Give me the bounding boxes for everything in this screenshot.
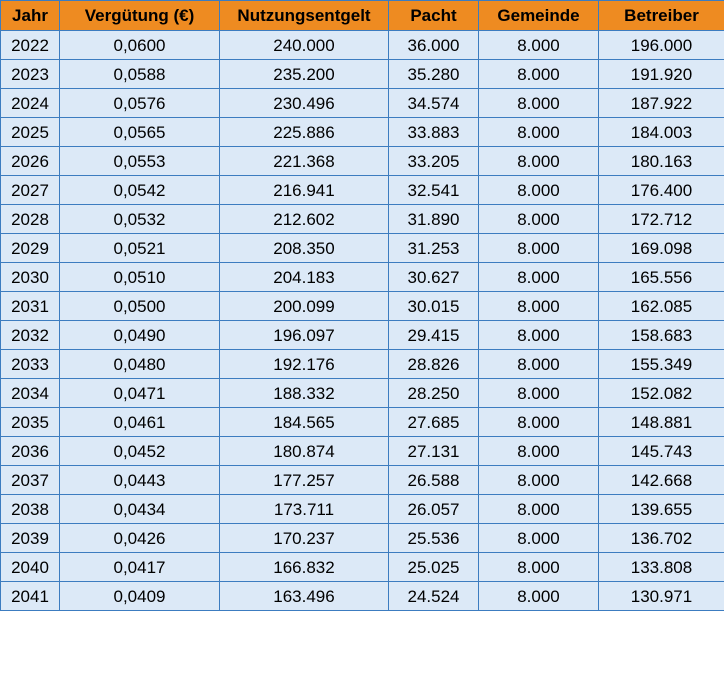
cell-gemeinde: 8.000 bbox=[479, 176, 599, 205]
column-header-nutzungsentgelt: Nutzungsentgelt bbox=[220, 1, 389, 31]
table-row bbox=[1, 147, 724, 176]
cell-gemeinde: 8.000 bbox=[479, 292, 599, 321]
cell-verguetung: 0,0471 bbox=[60, 379, 220, 408]
cell-pacht: 26.588 bbox=[389, 466, 479, 495]
cell-verguetung: 0,0434 bbox=[60, 495, 220, 524]
cell-verguetung: 0,0490 bbox=[60, 321, 220, 350]
table-row bbox=[1, 495, 724, 524]
cell-gemeinde: 8.000 bbox=[479, 321, 599, 350]
cell-pacht: 28.250 bbox=[389, 379, 479, 408]
cell-verguetung: 0,0565 bbox=[60, 118, 220, 147]
cell-pacht: 30.015 bbox=[389, 292, 479, 321]
table-header-row bbox=[1, 1, 724, 31]
cell-betreiber: 196.000 bbox=[599, 31, 724, 60]
cell-gemeinde: 8.000 bbox=[479, 89, 599, 118]
cell-jahr: 2027 bbox=[1, 176, 60, 205]
cell-nutzungsentgelt: 221.368 bbox=[220, 147, 389, 176]
cell-jahr: 2039 bbox=[1, 524, 60, 553]
column-header-verguetung: Vergütung (€) bbox=[60, 1, 220, 31]
cell-verguetung: 0,0417 bbox=[60, 553, 220, 582]
cell-pacht: 33.205 bbox=[389, 147, 479, 176]
table-row bbox=[1, 89, 724, 118]
cell-verguetung: 0,0510 bbox=[60, 263, 220, 292]
cell-nutzungsentgelt: 208.350 bbox=[220, 234, 389, 263]
cell-betreiber: 145.743 bbox=[599, 437, 724, 466]
cell-betreiber: 139.655 bbox=[599, 495, 724, 524]
cell-jahr: 2034 bbox=[1, 379, 60, 408]
cell-betreiber: 187.922 bbox=[599, 89, 724, 118]
table-row bbox=[1, 176, 724, 205]
cell-verguetung: 0,0600 bbox=[60, 31, 220, 60]
table-row bbox=[1, 118, 724, 147]
cell-verguetung: 0,0452 bbox=[60, 437, 220, 466]
cell-nutzungsentgelt: 163.496 bbox=[220, 582, 389, 611]
cell-nutzungsentgelt: 230.496 bbox=[220, 89, 389, 118]
cell-pacht: 31.890 bbox=[389, 205, 479, 234]
cell-pacht: 34.574 bbox=[389, 89, 479, 118]
cell-gemeinde: 8.000 bbox=[479, 466, 599, 495]
table-row bbox=[1, 350, 724, 379]
cell-jahr: 2023 bbox=[1, 60, 60, 89]
cell-gemeinde: 8.000 bbox=[479, 524, 599, 553]
cell-gemeinde: 8.000 bbox=[479, 60, 599, 89]
cell-pacht: 35.280 bbox=[389, 60, 479, 89]
table-body bbox=[1, 31, 724, 611]
table-row bbox=[1, 408, 724, 437]
cell-jahr: 2038 bbox=[1, 495, 60, 524]
table-row bbox=[1, 553, 724, 582]
cell-pacht: 36.000 bbox=[389, 31, 479, 60]
cell-gemeinde: 8.000 bbox=[479, 408, 599, 437]
cell-nutzungsentgelt: 192.176 bbox=[220, 350, 389, 379]
cell-jahr: 2029 bbox=[1, 234, 60, 263]
cell-gemeinde: 8.000 bbox=[479, 147, 599, 176]
cell-nutzungsentgelt: 235.200 bbox=[220, 60, 389, 89]
cell-verguetung: 0,0500 bbox=[60, 292, 220, 321]
cell-jahr: 2036 bbox=[1, 437, 60, 466]
cell-verguetung: 0,0426 bbox=[60, 524, 220, 553]
cell-jahr: 2031 bbox=[1, 292, 60, 321]
cell-nutzungsentgelt: 212.602 bbox=[220, 205, 389, 234]
cell-pacht: 24.524 bbox=[389, 582, 479, 611]
cell-jahr: 2022 bbox=[1, 31, 60, 60]
cell-verguetung: 0,0532 bbox=[60, 205, 220, 234]
cell-jahr: 2041 bbox=[1, 582, 60, 611]
table-row bbox=[1, 321, 724, 350]
column-header-pacht: Pacht bbox=[389, 1, 479, 31]
table-row bbox=[1, 60, 724, 89]
table-row bbox=[1, 292, 724, 321]
cell-verguetung: 0,0576 bbox=[60, 89, 220, 118]
cell-betreiber: 191.920 bbox=[599, 60, 724, 89]
cell-betreiber: 180.163 bbox=[599, 147, 724, 176]
cell-gemeinde: 8.000 bbox=[479, 495, 599, 524]
cell-verguetung: 0,0542 bbox=[60, 176, 220, 205]
cell-nutzungsentgelt: 173.711 bbox=[220, 495, 389, 524]
cell-jahr: 2025 bbox=[1, 118, 60, 147]
cell-verguetung: 0,0480 bbox=[60, 350, 220, 379]
cell-jahr: 2030 bbox=[1, 263, 60, 292]
cell-pacht: 31.253 bbox=[389, 234, 479, 263]
table-row bbox=[1, 205, 724, 234]
cell-gemeinde: 8.000 bbox=[479, 118, 599, 147]
cell-pacht: 26.057 bbox=[389, 495, 479, 524]
table-row bbox=[1, 379, 724, 408]
cell-betreiber: 152.082 bbox=[599, 379, 724, 408]
table-row bbox=[1, 234, 724, 263]
cell-gemeinde: 8.000 bbox=[479, 379, 599, 408]
cell-pacht: 33.883 bbox=[389, 118, 479, 147]
cell-betreiber: 162.085 bbox=[599, 292, 724, 321]
table-row bbox=[1, 466, 724, 495]
column-header-gemeinde: Gemeinde bbox=[479, 1, 599, 31]
cell-betreiber: 142.668 bbox=[599, 466, 724, 495]
column-header-betreiber: Betreiber bbox=[599, 1, 724, 31]
cell-betreiber: 155.349 bbox=[599, 350, 724, 379]
cell-nutzungsentgelt: 188.332 bbox=[220, 379, 389, 408]
cell-jahr: 2024 bbox=[1, 89, 60, 118]
cell-pacht: 27.685 bbox=[389, 408, 479, 437]
cell-betreiber: 136.702 bbox=[599, 524, 724, 553]
cell-pacht: 29.415 bbox=[389, 321, 479, 350]
cell-verguetung: 0,0443 bbox=[60, 466, 220, 495]
cell-betreiber: 133.808 bbox=[599, 553, 724, 582]
cell-betreiber: 165.556 bbox=[599, 263, 724, 292]
cell-verguetung: 0,0588 bbox=[60, 60, 220, 89]
cell-pacht: 28.826 bbox=[389, 350, 479, 379]
cell-gemeinde: 8.000 bbox=[479, 234, 599, 263]
cell-pacht: 32.541 bbox=[389, 176, 479, 205]
cell-pacht: 25.025 bbox=[389, 553, 479, 582]
cell-betreiber: 158.683 bbox=[599, 321, 724, 350]
cell-jahr: 2040 bbox=[1, 553, 60, 582]
cell-gemeinde: 8.000 bbox=[479, 582, 599, 611]
table-header bbox=[1, 1, 724, 31]
cell-gemeinde: 8.000 bbox=[479, 205, 599, 234]
cell-nutzungsentgelt: 177.257 bbox=[220, 466, 389, 495]
cell-gemeinde: 8.000 bbox=[479, 31, 599, 60]
cell-betreiber: 148.881 bbox=[599, 408, 724, 437]
cell-pacht: 25.536 bbox=[389, 524, 479, 553]
cell-jahr: 2026 bbox=[1, 147, 60, 176]
cell-nutzungsentgelt: 166.832 bbox=[220, 553, 389, 582]
table-row bbox=[1, 31, 724, 60]
cell-betreiber: 130.971 bbox=[599, 582, 724, 611]
cell-nutzungsentgelt: 204.183 bbox=[220, 263, 389, 292]
cell-pacht: 27.131 bbox=[389, 437, 479, 466]
cell-nutzungsentgelt: 240.000 bbox=[220, 31, 389, 60]
cell-verguetung: 0,0409 bbox=[60, 582, 220, 611]
table-row bbox=[1, 263, 724, 292]
cell-verguetung: 0,0553 bbox=[60, 147, 220, 176]
cell-betreiber: 184.003 bbox=[599, 118, 724, 147]
cell-betreiber: 169.098 bbox=[599, 234, 724, 263]
cell-verguetung: 0,0461 bbox=[60, 408, 220, 437]
cell-nutzungsentgelt: 170.237 bbox=[220, 524, 389, 553]
cell-nutzungsentgelt: 196.097 bbox=[220, 321, 389, 350]
cell-nutzungsentgelt: 180.874 bbox=[220, 437, 389, 466]
cell-jahr: 2032 bbox=[1, 321, 60, 350]
cell-nutzungsentgelt: 216.941 bbox=[220, 176, 389, 205]
cell-jahr: 2028 bbox=[1, 205, 60, 234]
cell-betreiber: 176.400 bbox=[599, 176, 724, 205]
cell-nutzungsentgelt: 184.565 bbox=[220, 408, 389, 437]
cell-gemeinde: 8.000 bbox=[479, 553, 599, 582]
table-row bbox=[1, 437, 724, 466]
table-row bbox=[1, 524, 724, 553]
cell-betreiber: 172.712 bbox=[599, 205, 724, 234]
cell-nutzungsentgelt: 200.099 bbox=[220, 292, 389, 321]
cell-gemeinde: 8.000 bbox=[479, 350, 599, 379]
cell-jahr: 2035 bbox=[1, 408, 60, 437]
table-row bbox=[1, 582, 724, 611]
cell-pacht: 30.627 bbox=[389, 263, 479, 292]
cell-verguetung: 0,0521 bbox=[60, 234, 220, 263]
cell-gemeinde: 8.000 bbox=[479, 437, 599, 466]
cell-jahr: 2037 bbox=[1, 466, 60, 495]
cell-gemeinde: 8.000 bbox=[479, 263, 599, 292]
cell-jahr: 2033 bbox=[1, 350, 60, 379]
column-header-jahr: Jahr bbox=[1, 1, 60, 31]
cell-nutzungsentgelt: 225.886 bbox=[220, 118, 389, 147]
